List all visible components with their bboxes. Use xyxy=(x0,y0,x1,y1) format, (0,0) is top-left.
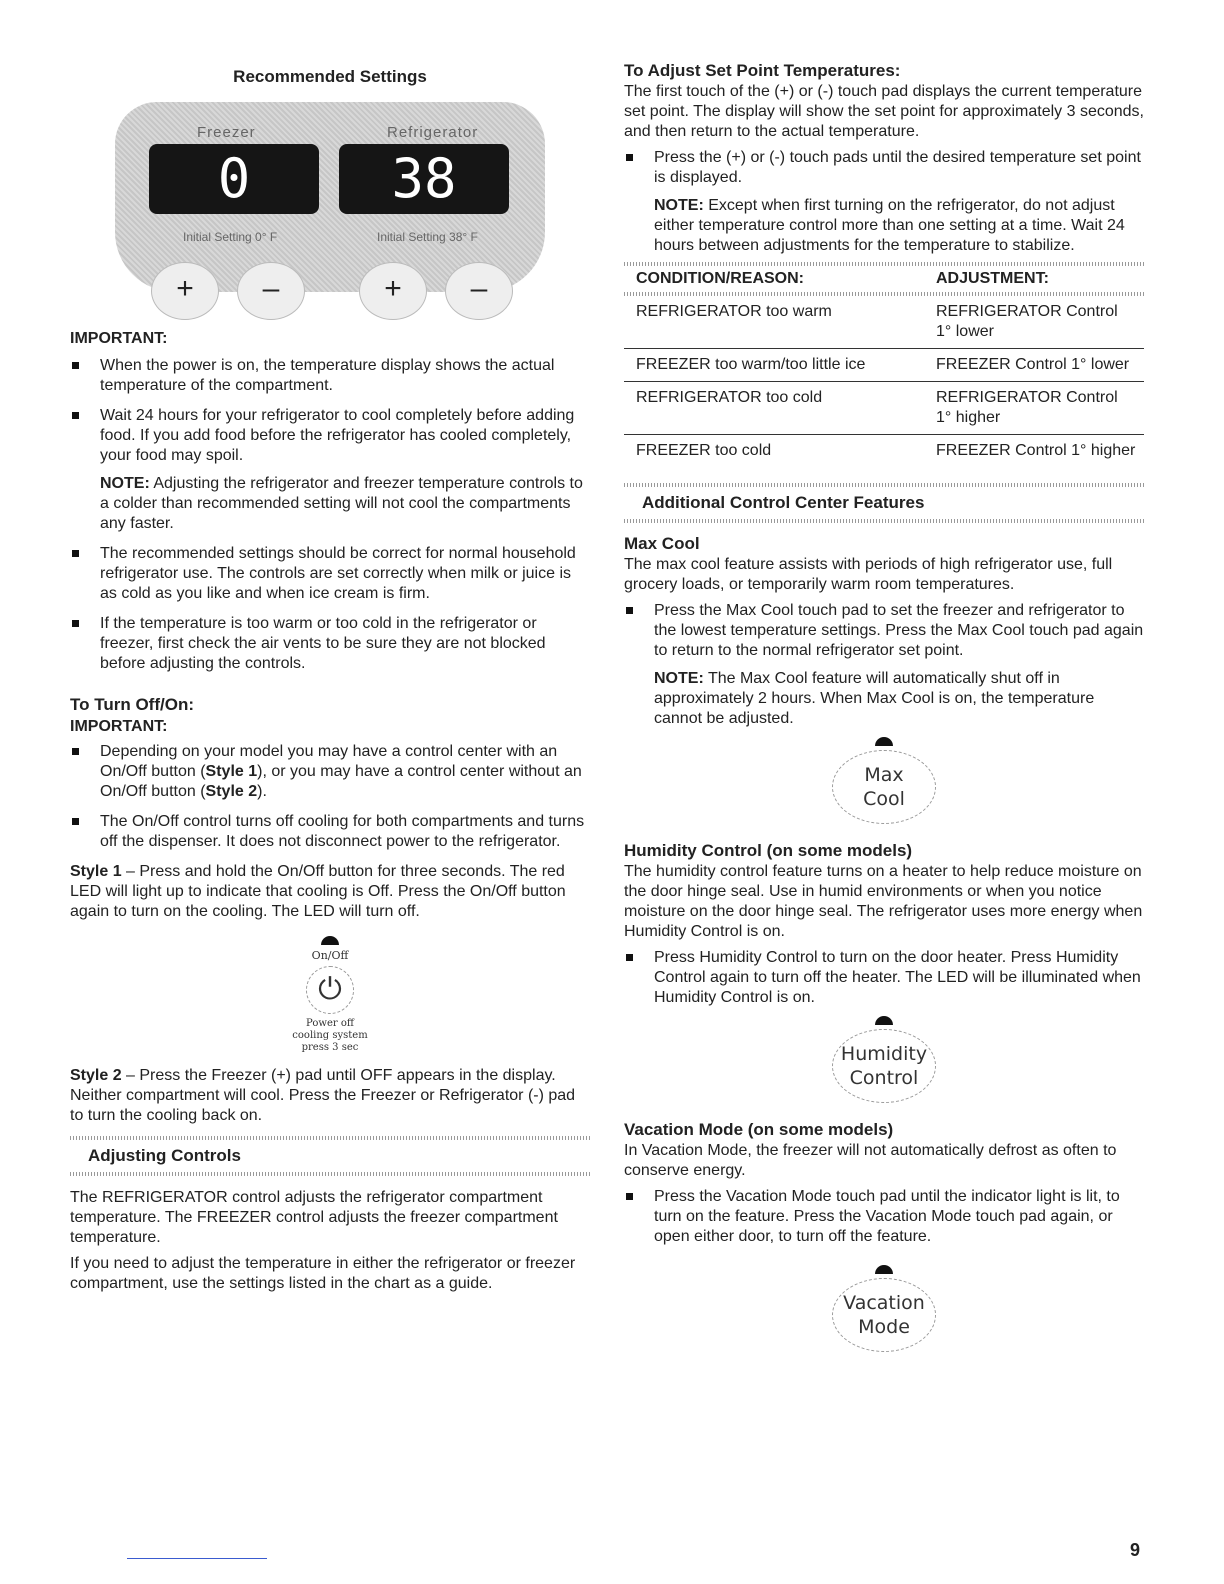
table-row: FREEZER too warm/too little ice FREEZER Control 1° lower xyxy=(624,349,1144,382)
max-cool-button-illustration xyxy=(624,737,1144,824)
onoff-caption-2: cooling system xyxy=(292,1030,368,1041)
bullet-max-cool: Press the Max Cool touch pad to set the freezer and refrigerator to the lowest temperature settings. Press the Max Cool touch pad again to return to the normal refrigerator set point. xyxy=(624,601,1144,661)
refrigerator-initial-setting: Initial Setting 38° F xyxy=(377,230,478,244)
turn-off-on-heading: To Turn Off/On: xyxy=(70,695,194,714)
style2-paragraph: Style 2 – Press the Freezer (+) pad until OFF appears in the display. Neither compartment will cool. Press the Freezer or Refrigerator (-) pad to turn the cooling back on. xyxy=(70,1067,576,1124)
note-max-cool: NOTE: The Max Cool feature will automatically shut off in approximately 2 hours. When Max Cool is on, the temperature cannot be adjusted. xyxy=(654,670,1095,727)
bullet-touch-pads: Press the (+) or (-) touch pads until the desired temperature set point is displayed. xyxy=(624,148,1144,188)
led-indicator xyxy=(875,737,893,746)
note-one-setting: NOTE: Except when first turning on the refrigerator, do not adjust either temperature control more than one setting at a time. Wait 24 hours between adjustments for the temperature to stabilize. xyxy=(654,197,1125,254)
max-cool-button[interactable]: Max Cool xyxy=(832,750,936,824)
freezer-label: Freezer xyxy=(197,124,256,141)
bullet-humidity: Press Humidity Control to turn on the door heater. Press Humidity Control again to turn off the heater. The LED will be illuminated when Humidity Control is on. xyxy=(624,948,1144,1008)
note-text: Adjusting the refrigerator and freezer temperature controls to a colder than recommended setting will not cool the compartments any faster. xyxy=(100,475,583,532)
bullet-recommended: The recommended settings should be correct for normal household refrigerator use. The controls are set correctly when milk or juice is as cold as you like and when ice cream is firm. xyxy=(70,544,590,604)
vacation-paragraph: In Vacation Mode, the freezer will not automatically defrost as often to conserve energy. xyxy=(624,1142,1117,1179)
left-column xyxy=(70,60,590,1294)
vacation-button-illustration xyxy=(624,1265,1144,1352)
refrigerator-label: Refrigerator xyxy=(387,124,479,141)
refrigerator-plus-button[interactable]: + xyxy=(359,262,427,320)
right-column xyxy=(624,60,1144,1352)
table-header xyxy=(624,266,1144,292)
freezer-initial-setting: Initial Setting 0° F xyxy=(183,230,278,244)
note-label: NOTE: xyxy=(100,475,150,492)
power-icon[interactable]: ⏻ xyxy=(306,966,354,1014)
setpoint-paragraph: The first touch of the (+) or (-) touch pad displays the current temperature set point. The display will show the set point for approximately 3 seconds, and then return to the actual temperature. xyxy=(624,83,1144,140)
bullet-onoff: The On/Off control turns off cooling for both compartments and turns off the dispenser. It does not disconnect power to the refrigerator. xyxy=(70,812,590,852)
adjusting-paragraph-1: The REFRIGERATOR control adjusts the refrigerator compartment temperature. The FREEZER control adjusts the freezer compartment temperature. xyxy=(70,1189,558,1246)
onoff-label: On/Off xyxy=(311,949,349,962)
bullet-display: When the power is on, the temperature display shows the actual temperature of the compartment. xyxy=(70,356,590,396)
humidity-heading: Humidity Control (on some models) xyxy=(624,841,913,860)
vacation-mode-button[interactable]: Vacation Mode xyxy=(832,1278,936,1352)
setpoint-heading: To Adjust Set Point Temperatures: xyxy=(624,61,901,80)
onoff-caption-3: press 3 sec xyxy=(301,1042,359,1053)
table-row: REFRIGERATOR too cold REFRIGERATOR Control 1° higher xyxy=(624,382,1144,435)
important-heading-2: IMPORTANT: xyxy=(70,718,168,735)
refrigerator-minus-button[interactable]: – xyxy=(445,262,513,320)
important-heading: IMPORTANT: xyxy=(70,330,168,347)
freezer-minus-button[interactable]: – xyxy=(237,262,305,320)
bullet-style-models: Depending on your model you may have a control center with an On/Off button (Style 1), or you may have a control center without an On/Off button (Style 2). xyxy=(70,742,590,802)
led-indicator xyxy=(875,1265,893,1274)
control-panel-illustration xyxy=(115,102,545,320)
style1-paragraph: Style 1 – Press and hold the On/Off button for three seconds. The red LED will light up to indicate that cooling is Off. Press the On/Off button again to turn on the cooling. The LED will turn off. xyxy=(70,863,566,920)
humidity-paragraph: The humidity control feature turns on a heater to help reduce moisture on the door hinge seal. Use in humid environments or when you notice moisture on the door hinge seal. The refrigerator uses more energy when Humidity Control is on. xyxy=(624,863,1143,940)
note-colder xyxy=(70,474,590,534)
max-cool-paragraph: The max cool feature assists with periods of high refrigerator use, full grocery loads, or temporarily warm room temperatures. xyxy=(624,556,1113,593)
bullet-vacation: Press the Vacation Mode touch pad until the indicator light is lit, to turn on the feature. Press the Vacation Mode touch pad again, or open either door, to turn off the feature. xyxy=(624,1187,1144,1247)
recommended-settings-title: Recommended Settings xyxy=(233,67,427,86)
table-row: FREEZER too cold FREEZER Control 1° higher xyxy=(636,442,1136,459)
page-number: 9 xyxy=(1130,1540,1141,1560)
additional-features-banner: Additional Control Center Features xyxy=(624,483,1144,523)
onoff-button-illustration xyxy=(70,936,590,1054)
led-indicator xyxy=(321,936,339,945)
onoff-caption-1: Power off xyxy=(306,1018,354,1029)
adjustment-table xyxy=(624,262,1144,467)
humidity-control-button[interactable]: Humidity Control xyxy=(832,1029,936,1103)
bullet-air-vents: If the temperature is too warm or too cold in the refrigerator or freezer, first check the air vents to be sure they are not blocked before adjusting the controls. xyxy=(70,614,590,674)
bottom-rule xyxy=(127,1558,267,1559)
adjusting-paragraph-2: If you need to adjust the temperature in either the refrigerator or freezer compartment, use the settings listed in the chart as a guide. xyxy=(70,1255,576,1292)
refrigerator-display: 38 xyxy=(339,144,509,214)
led-indicator xyxy=(875,1016,893,1025)
freezer-display: 0 xyxy=(149,144,319,214)
adjustment-header: ADJUSTMENT: xyxy=(936,270,1049,287)
bullet-wait-24: Wait 24 hours for your refrigerator to cool completely before adding food. If you add food before the refrigerator has cooled completely, your food may spoil. xyxy=(70,406,590,466)
condition-header: CONDITION/REASON: xyxy=(636,270,804,287)
humidity-button-illustration xyxy=(624,1016,1144,1103)
max-cool-heading: Max Cool xyxy=(624,534,700,553)
vacation-heading: Vacation Mode (on some models) xyxy=(624,1120,894,1139)
table-row: REFRIGERATOR too warm REFRIGERATOR Control 1° lower xyxy=(624,296,1144,349)
adjusting-controls-banner: Adjusting Controls xyxy=(70,1136,590,1176)
freezer-plus-button[interactable]: + xyxy=(151,262,219,320)
